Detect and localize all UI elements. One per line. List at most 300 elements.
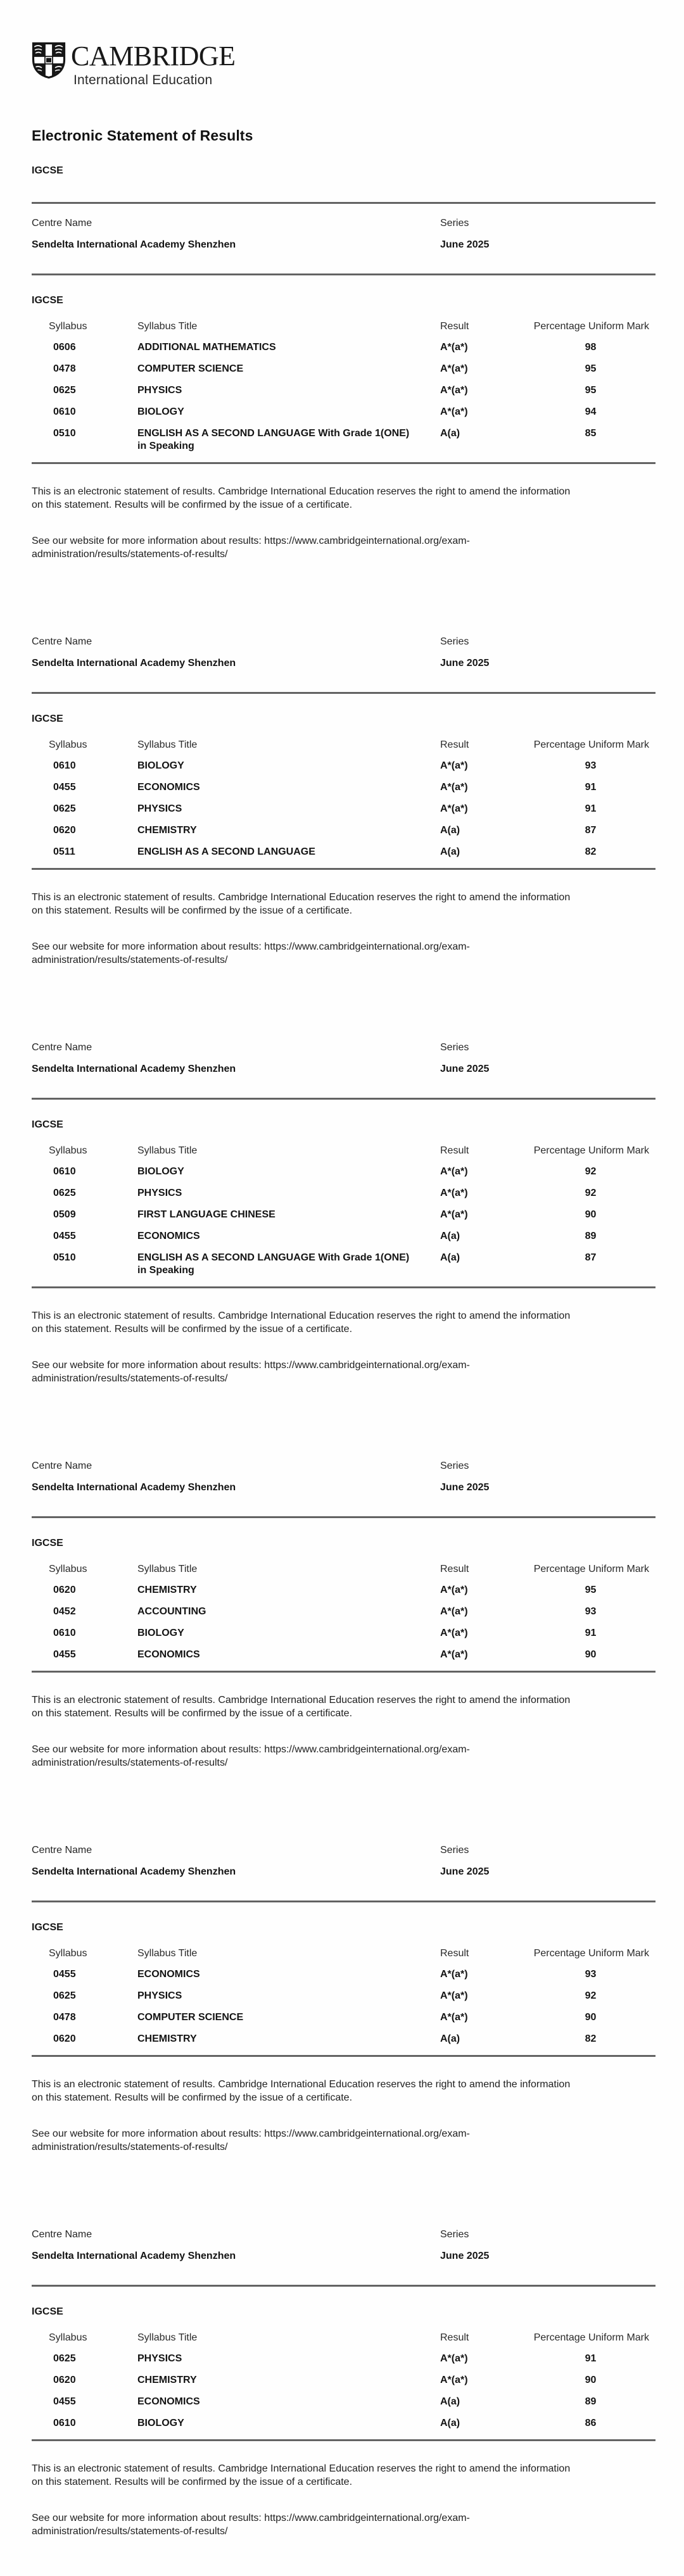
horizontal-rule: [32, 273, 656, 275]
series-label: Series: [440, 1845, 469, 1856]
disclaimer-line: on this statement. Results will be confirmed by the issue of a certificate.: [32, 905, 353, 917]
syllabus-code: 0610: [53, 1166, 76, 1178]
syllabus-code: 0455: [53, 782, 76, 793]
result-value: A(a): [440, 1252, 460, 1264]
horizontal-rule: [32, 2055, 656, 2057]
table-row: [32, 2011, 656, 2024]
statement-sections: [32, 217, 656, 2538]
table-row: [32, 1649, 656, 1661]
series-label: Series: [440, 1461, 469, 1472]
statement-section: [32, 1844, 656, 2154]
syllabus-title-text: BIOLOGY: [137, 1166, 184, 1178]
disclaimer-text: [32, 485, 656, 512]
column-header-syllabus: Syllabus: [49, 1948, 87, 1959]
disclaimer-line: This is an electronic statement of results. Cambridge International Education reserves the right to amend the information: [32, 892, 571, 903]
percentage-uniform-mark-value: 89: [585, 2396, 597, 2408]
table-row: [32, 1605, 656, 1618]
horizontal-rule: [32, 1098, 656, 1100]
result-value: A*(a*): [440, 782, 468, 793]
disclaimer-text: [32, 2462, 656, 2489]
result-value: A*(a*): [440, 1188, 468, 1199]
syllabus-code: 0625: [53, 385, 76, 396]
syllabus-code: 0620: [53, 2375, 76, 2386]
syllabus-title-text: FIRST LANGUAGE CHINESE: [137, 1209, 276, 1221]
syllabus-code: 0620: [53, 825, 76, 836]
column-header-result: Result: [440, 321, 469, 332]
syllabus-title-text: ECONOMICS: [137, 2396, 200, 2408]
syllabus-title: [137, 2353, 440, 2365]
statement-section: [32, 636, 656, 967]
disclaimer-line: This is an electronic statement of results. Cambridge International Education reserves the right to amend the information: [32, 2463, 571, 2475]
disclaimer-line: on this statement. Results will be confirmed by the issue of a certificate.: [32, 1708, 353, 1719]
percentage-uniform-mark-value: 92: [585, 1166, 597, 1178]
percentage-uniform-mark-value: 95: [585, 1585, 597, 1596]
syllabus-code: 0509: [53, 1209, 76, 1221]
series-label: Series: [440, 636, 469, 648]
syllabus-code: 0610: [53, 1628, 76, 1639]
percentage-uniform-mark-value: 86: [585, 2418, 597, 2429]
syllabus-title-text: BIOLOGY: [137, 760, 184, 772]
syllabus-title-text: PHYSICS: [137, 2353, 182, 2365]
syllabus-title-text: ECONOMICS: [137, 1649, 200, 1661]
website-info-text: [32, 534, 656, 561]
result-value: A(a): [440, 2033, 460, 2045]
syllabus-code: 0455: [53, 2396, 76, 2408]
result-value: A*(a*): [440, 1990, 468, 2002]
result-value: A*(a*): [440, 2353, 468, 2365]
percentage-uniform-mark-value: 98: [585, 342, 597, 353]
table-row: [32, 1627, 656, 1640]
column-header-syllabus: Syllabus: [49, 739, 87, 751]
centre-name-label: Centre Name: [32, 1845, 92, 1856]
syllabus-title-text: COMPUTER SCIENCE: [137, 2012, 244, 2023]
result-value: A*(a*): [440, 803, 468, 815]
result-value: A*(a*): [440, 2375, 468, 2386]
disclaimer-line: This is an electronic statement of results. Cambridge International Education reserves the right to amend the information: [32, 486, 571, 498]
percentage-uniform-mark-value: 95: [585, 385, 597, 396]
syllabus-code: 0620: [53, 1585, 76, 1596]
percentage-uniform-mark-value: 91: [585, 1628, 597, 1639]
column-header-result: Result: [440, 1948, 469, 1959]
result-value: A*(a*): [440, 2012, 468, 2023]
disclaimer-line: This is an electronic statement of results. Cambridge International Education reserves the right to amend the information: [32, 2079, 571, 2090]
horizontal-rule: [32, 692, 656, 694]
website-info-text: [32, 2511, 656, 2538]
syllabus-title-text: CHEMISTRY: [137, 825, 197, 836]
syllabus-title: [137, 2417, 440, 2430]
statement-section: [32, 217, 656, 561]
table-header-row: [32, 320, 656, 333]
horizontal-rule: [32, 2439, 656, 2441]
disclaimer-line: This is an electronic statement of results. Cambridge International Education reserves the right to amend the information: [32, 1310, 571, 1322]
percentage-uniform-mark-value: 82: [585, 2033, 597, 2045]
table-row: [32, 384, 656, 397]
website-info-line: administration/results/statements-of-results/: [32, 2526, 228, 2537]
syllabus-code: 0620: [53, 2033, 76, 2045]
syllabus-title-text: ADDITIONAL MATHEMATICS: [137, 342, 276, 353]
qualification-label: IGCSE: [32, 713, 63, 725]
brand-header: [32, 0, 656, 88]
syllabus-code: 0610: [53, 406, 76, 418]
syllabus-code: 0610: [53, 760, 76, 772]
centre-series-block: [32, 1041, 656, 1075]
centre-name-label: Centre Name: [32, 1042, 92, 1053]
centre-name-label: Centre Name: [32, 2229, 92, 2240]
syllabus-title: [137, 2396, 440, 2408]
horizontal-rule: [32, 1671, 656, 1673]
syllabus-title-text: BIOLOGY: [137, 1628, 184, 1639]
percentage-uniform-mark-value: 87: [585, 1252, 597, 1264]
syllabus-title: [137, 406, 440, 418]
qualification-label: IGCSE: [32, 1119, 63, 1131]
percentage-uniform-mark-value: 90: [585, 2375, 597, 2386]
percentage-uniform-mark-value: 94: [585, 406, 597, 418]
series-label: Series: [440, 2229, 469, 2240]
series-value: June 2025: [440, 2251, 490, 2262]
page-title: Electronic Statement of Results: [32, 127, 253, 144]
percentage-uniform-mark-value: 90: [585, 2012, 597, 2023]
result-value: A*(a*): [440, 342, 468, 353]
website-info-text: [32, 1359, 656, 1385]
table-row: [32, 1584, 656, 1597]
table-row: [32, 760, 656, 772]
result-value: A(a): [440, 825, 460, 836]
statement-section: [32, 2228, 656, 2538]
series-value: June 2025: [440, 1866, 490, 1878]
horizontal-rule: [32, 1286, 656, 1288]
table-row: [32, 1252, 656, 1277]
results-table: [32, 320, 656, 453]
cambridge-shield-icon: [32, 42, 66, 79]
disclaimer-text: [32, 1309, 656, 1336]
centre-name-value: Sendelta International Academy Shenzhen: [32, 1482, 236, 1493]
results-table: [32, 739, 656, 858]
table-row: [32, 2374, 656, 2387]
syllabus-title: [137, 2374, 440, 2387]
syllabus-title: [137, 1990, 440, 2002]
result-value: A*(a*): [440, 1209, 468, 1221]
disclaimer-line: on this statement. Results will be confirmed by the issue of a certificate.: [32, 2092, 353, 2104]
disclaimer-text: [32, 891, 656, 917]
syllabus-title-text: ECONOMICS: [137, 782, 200, 793]
syllabus-title: [137, 2033, 440, 2045]
percentage-uniform-mark-value: 82: [585, 846, 597, 858]
syllabus-title: [137, 427, 440, 453]
brand-name: CAMBRIDGE: [71, 41, 236, 72]
syllabus-title-text: CHEMISTRY: [137, 1585, 197, 1596]
syllabus-title: [137, 384, 440, 397]
percentage-uniform-mark-value: 91: [585, 782, 597, 793]
table-body: [32, 1584, 656, 1661]
syllabus-title-text: ECONOMICS: [137, 1231, 200, 1242]
syllabus-title-text: ENGLISH AS A SECOND LANGUAGE: [137, 846, 315, 858]
column-header-syllabus-title: Syllabus Title: [137, 321, 198, 332]
syllabus-title-text: PHYSICS: [137, 385, 182, 396]
website-info-text: [32, 940, 656, 967]
centre-series-block: [32, 2228, 656, 2262]
syllabus-code: 0478: [53, 363, 76, 375]
column-header-percentage-uniform-mark: Percentage Uniform Mark: [533, 321, 649, 332]
result-value: A*(a*): [440, 1969, 468, 1980]
syllabus-title: [137, 1968, 440, 1981]
table-header-row: [32, 1563, 656, 1576]
result-value: A*(a*): [440, 1628, 468, 1639]
column-header-percentage-uniform-mark: Percentage Uniform Mark: [533, 739, 649, 751]
table-row: [32, 1209, 656, 1221]
table-header-row: [32, 1145, 656, 1157]
website-info-line: See our website for more information about results: https://www.cambridgeinternational.org/exam-: [32, 941, 470, 953]
column-header-percentage-uniform-mark: Percentage Uniform Mark: [533, 1145, 649, 1157]
horizontal-rule: [32, 1516, 656, 1518]
centre-name-label: Centre Name: [32, 1461, 92, 1472]
centre-name-value: Sendelta International Academy Shenzhen: [32, 239, 236, 251]
table-body: [32, 1165, 656, 1277]
column-header-syllabus-title: Syllabus Title: [137, 1564, 198, 1575]
horizontal-rule: [32, 202, 656, 204]
website-info-text: [32, 1743, 656, 1769]
column-header-syllabus: Syllabus: [49, 2332, 87, 2344]
syllabus-title: [137, 760, 440, 772]
column-header-syllabus: Syllabus: [49, 321, 87, 332]
syllabus-code: 0510: [53, 1252, 76, 1264]
syllabus-title-text: ENGLISH AS A SECOND LANGUAGE With Grade 1(ONE) in Speaking: [137, 1252, 410, 1276]
syllabus-title-text: CHEMISTRY: [137, 2033, 197, 2045]
percentage-uniform-mark-value: 89: [585, 1231, 597, 1242]
table-row: [32, 427, 656, 453]
disclaimer-line: This is an electronic statement of results. Cambridge International Education reserves the right to amend the information: [32, 1695, 571, 1706]
qualification-label: IGCSE: [32, 2306, 63, 2318]
table-row: [32, 2396, 656, 2408]
result-value: A(a): [440, 2396, 460, 2408]
column-header-result: Result: [440, 2332, 469, 2344]
table-row: [32, 781, 656, 794]
table-row: [32, 1187, 656, 1200]
disclaimer-line: on this statement. Results will be confirmed by the issue of a certificate.: [32, 2477, 353, 2488]
website-info-line: See our website for more information about results: https://www.cambridgeinternational.org/exam-: [32, 1360, 470, 1371]
result-value: A*(a*): [440, 760, 468, 772]
syllabus-title: [137, 1209, 440, 1221]
syllabus-title: [137, 1165, 440, 1178]
syllabus-title: [137, 803, 440, 815]
syllabus-code: 0625: [53, 2353, 76, 2365]
table-row: [32, 824, 656, 837]
table-body: [32, 760, 656, 858]
table-body: [32, 2353, 656, 2430]
table-row: [32, 1230, 656, 1243]
website-info-line: See our website for more information about results: https://www.cambridgeinternational.org/exam-: [32, 536, 470, 547]
website-info-line: See our website for more information about results: https://www.cambridgeinternational.org/exam-: [32, 1744, 470, 1756]
result-value: A(a): [440, 2418, 460, 2429]
column-header-result: Result: [440, 1564, 469, 1575]
horizontal-rule: [32, 462, 656, 464]
syllabus-code: 0455: [53, 1649, 76, 1661]
result-value: A*(a*): [440, 1166, 468, 1178]
percentage-uniform-mark-value: 93: [585, 1606, 597, 1618]
centre-name-value: Sendelta International Academy Shenzhen: [32, 1866, 236, 1878]
syllabus-title: [137, 846, 440, 858]
percentage-uniform-mark-value: 91: [585, 803, 597, 815]
website-info-line: administration/results/statements-of-results/: [32, 549, 228, 560]
column-header-syllabus-title: Syllabus Title: [137, 2332, 198, 2344]
brand-subtitle: International Education: [73, 73, 213, 88]
percentage-uniform-mark-value: 92: [585, 1990, 597, 2002]
syllabus-title-text: COMPUTER SCIENCE: [137, 363, 244, 375]
centre-name-value: Sendelta International Academy Shenzhen: [32, 1064, 236, 1075]
syllabus-code: 0610: [53, 2418, 76, 2429]
table-header-row: [32, 1947, 656, 1960]
series-value: June 2025: [440, 239, 490, 251]
website-info-line: administration/results/statements-of-results/: [32, 2142, 228, 2153]
horizontal-rule: [32, 868, 656, 870]
syllabus-title-text: PHYSICS: [137, 1188, 182, 1199]
table-row: [32, 1968, 656, 1981]
results-table: [32, 1563, 656, 1661]
results-table: [32, 2332, 656, 2430]
website-info-line: See our website for more information about results: https://www.cambridgeinternational.org/exam-: [32, 2128, 470, 2140]
results-table: [32, 1947, 656, 2045]
syllabus-title: [137, 824, 440, 837]
disclaimer-line: on this statement. Results will be confirmed by the issue of a certificate.: [32, 499, 353, 511]
column-header-percentage-uniform-mark: Percentage Uniform Mark: [533, 1948, 649, 1959]
table-body: [32, 1968, 656, 2045]
website-info-line: administration/results/statements-of-results/: [32, 1373, 228, 1385]
qualification-label: IGCSE: [32, 1538, 63, 1549]
table-row: [32, 1165, 656, 1178]
result-value: A*(a*): [440, 1585, 468, 1596]
percentage-uniform-mark-value: 85: [585, 428, 597, 439]
table-header-row: [32, 739, 656, 751]
column-header-result: Result: [440, 739, 469, 751]
result-value: A*(a*): [440, 363, 468, 375]
brand-text: [71, 42, 236, 88]
syllabus-title: [137, 1584, 440, 1597]
statement-section: [32, 1041, 656, 1385]
syllabus-title-text: CHEMISTRY: [137, 2375, 197, 2386]
table-row: [32, 846, 656, 858]
syllabus-code: 0452: [53, 1606, 76, 1618]
table-header-row: [32, 2332, 656, 2344]
disclaimer-text: [32, 1693, 656, 1720]
syllabus-code: 0455: [53, 1231, 76, 1242]
syllabus-code: 0511: [53, 846, 75, 858]
syllabus-title: [137, 781, 440, 794]
horizontal-rule: [32, 1901, 656, 1902]
result-value: A*(a*): [440, 385, 468, 396]
syllabus-title: [137, 2011, 440, 2024]
series-value: June 2025: [440, 658, 490, 669]
result-value: A*(a*): [440, 1649, 468, 1661]
percentage-uniform-mark-value: 90: [585, 1649, 597, 1661]
syllabus-title: [137, 341, 440, 354]
centre-name-value: Sendelta International Academy Shenzhen: [32, 658, 236, 669]
percentage-uniform-mark-value: 93: [585, 760, 597, 772]
table-row: [32, 341, 656, 354]
result-value: A*(a*): [440, 1606, 468, 1618]
syllabus-title: [137, 363, 440, 375]
syllabus-title: [137, 1187, 440, 1200]
syllabus-title: [137, 1230, 440, 1243]
syllabus-code: 0606: [53, 342, 76, 353]
website-info-line: administration/results/statements-of-results/: [32, 955, 228, 966]
column-header-syllabus-title: Syllabus Title: [137, 1145, 198, 1157]
qualification-label: IGCSE: [32, 295, 63, 306]
disclaimer-line: on this statement. Results will be confirmed by the issue of a certificate.: [32, 1324, 353, 1335]
statement-section: [32, 1460, 656, 1769]
series-value: June 2025: [440, 1482, 490, 1493]
syllabus-title-text: ENGLISH AS A SECOND LANGUAGE With Grade 1(ONE) in Speaking: [137, 428, 410, 452]
table-row: [32, 363, 656, 375]
table-body: [32, 341, 656, 453]
column-header-percentage-uniform-mark: Percentage Uniform Mark: [533, 1564, 649, 1575]
percentage-uniform-mark-value: 91: [585, 2353, 597, 2365]
syllabus-title-text: ACCOUNTING: [137, 1606, 206, 1618]
syllabus-title-text: BIOLOGY: [137, 2418, 184, 2429]
percentage-uniform-mark-value: 93: [585, 1969, 597, 1980]
percentage-uniform-mark-value: 95: [585, 363, 597, 375]
column-header-result: Result: [440, 1145, 469, 1157]
syllabus-title-text: BIOLOGY: [137, 406, 184, 418]
series-label: Series: [440, 1042, 469, 1053]
syllabus-code: 0510: [53, 428, 76, 439]
syllabus-title: [137, 1605, 440, 1618]
result-value: A(a): [440, 846, 460, 858]
website-info-text: [32, 2127, 656, 2154]
centre-series-block: [32, 1460, 656, 1493]
percentage-uniform-mark-value: 87: [585, 825, 597, 836]
website-info-line: administration/results/statements-of-results/: [32, 1757, 228, 1769]
centre-series-block: [32, 1844, 656, 1878]
qualification-label: IGCSE: [32, 1922, 63, 1933]
column-header-percentage-uniform-mark: Percentage Uniform Mark: [533, 2332, 649, 2344]
syllabus-title-text: PHYSICS: [137, 1990, 182, 2002]
table-row: [32, 406, 656, 418]
centre-series-block: [32, 636, 656, 669]
qualification-label: IGCSE: [32, 165, 63, 177]
syllabus-code: 0478: [53, 2012, 76, 2023]
column-header-syllabus: Syllabus: [49, 1564, 87, 1575]
syllabus-title-text: PHYSICS: [137, 803, 182, 815]
syllabus-title: [137, 1649, 440, 1661]
syllabus-title-text: ECONOMICS: [137, 1969, 200, 1980]
result-value: A(a): [440, 428, 460, 439]
centre-name-value: Sendelta International Academy Shenzhen: [32, 2251, 236, 2262]
result-value: A*(a*): [440, 406, 468, 418]
table-row: [32, 2353, 656, 2365]
series-value: June 2025: [440, 1064, 490, 1075]
table-row: [32, 803, 656, 815]
percentage-uniform-mark-value: 92: [585, 1188, 597, 1199]
result-value: A(a): [440, 1231, 460, 1242]
series-label: Series: [440, 218, 469, 229]
syllabus-code: 0625: [53, 1990, 76, 2002]
centre-name-label: Centre Name: [32, 636, 92, 648]
centre-name-label: Centre Name: [32, 218, 92, 229]
syllabus-code: 0625: [53, 803, 76, 815]
website-info-line: See our website for more information about results: https://www.cambridgeinternational.org/exam-: [32, 2513, 470, 2524]
table-row: [32, 1990, 656, 2002]
percentage-uniform-mark-value: 90: [585, 1209, 597, 1221]
column-header-syllabus-title: Syllabus Title: [137, 1948, 198, 1959]
horizontal-rule: [32, 2285, 656, 2287]
table-row: [32, 2417, 656, 2430]
syllabus-title: [137, 1627, 440, 1640]
disclaimer-text: [32, 2078, 656, 2104]
centre-series-block: [32, 217, 656, 251]
table-row: [32, 2033, 656, 2045]
column-header-syllabus: Syllabus: [49, 1145, 87, 1157]
syllabus-title: [137, 1252, 440, 1277]
syllabus-code: 0455: [53, 1969, 76, 1980]
